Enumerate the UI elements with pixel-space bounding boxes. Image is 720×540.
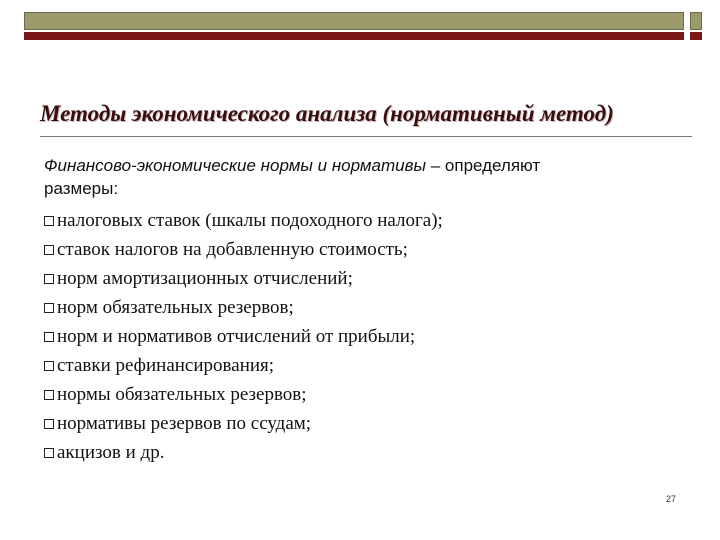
title-divider [40,136,692,137]
list-item-text: акцизов и др. [57,442,165,463]
slide-title: Методы экономического анализа (нормативный метод) [40,101,614,126]
list-item [44,206,694,235]
square-bullet-icon [44,332,54,342]
square-bullet-icon [44,361,54,371]
list-item-text: нормы обязательных резервов; [57,384,307,405]
list-item [44,264,694,293]
list-item [44,322,694,351]
header-bar-maroon [24,32,684,40]
list-item [44,438,694,467]
list-item-text: ставки рефинансирования; [57,355,275,376]
list-item [44,293,694,322]
intro-line2: размеры: [44,179,119,198]
slide-body [44,154,694,467]
header-square-maroon [690,32,702,40]
header-square-olive [690,12,702,30]
intro-rest: – определяют [426,156,541,175]
list-item-text: налоговых ставок (шкалы подоходного налога); [57,210,443,231]
square-bullet-icon [44,216,54,226]
bullet-list [44,206,694,467]
page-number: 27 [666,494,677,504]
header-bar-olive [24,12,684,30]
list-item-text: ставок налогов на добавленную стоимость; [57,239,408,260]
list-item-text: норм обязательных резервов; [57,297,294,318]
list-item [44,380,694,409]
square-bullet-icon [44,303,54,313]
list-item-text: норм и нормативов отчислений от прибыли; [57,326,416,347]
list-item [44,235,694,264]
square-bullet-icon [44,245,54,255]
square-bullet-icon [44,448,54,458]
list-item-text: норм амортизационных отчислений; [57,268,353,289]
list-item [44,409,694,438]
list-item-text: нормативы резервов по ссудам; [57,413,312,434]
list-item [44,351,694,380]
intro-term: Финансово-экономические нормы и нормативы [44,156,427,175]
square-bullet-icon [44,419,54,429]
square-bullet-icon [44,390,54,400]
square-bullet-icon [44,274,54,284]
intro-paragraph [44,154,694,200]
